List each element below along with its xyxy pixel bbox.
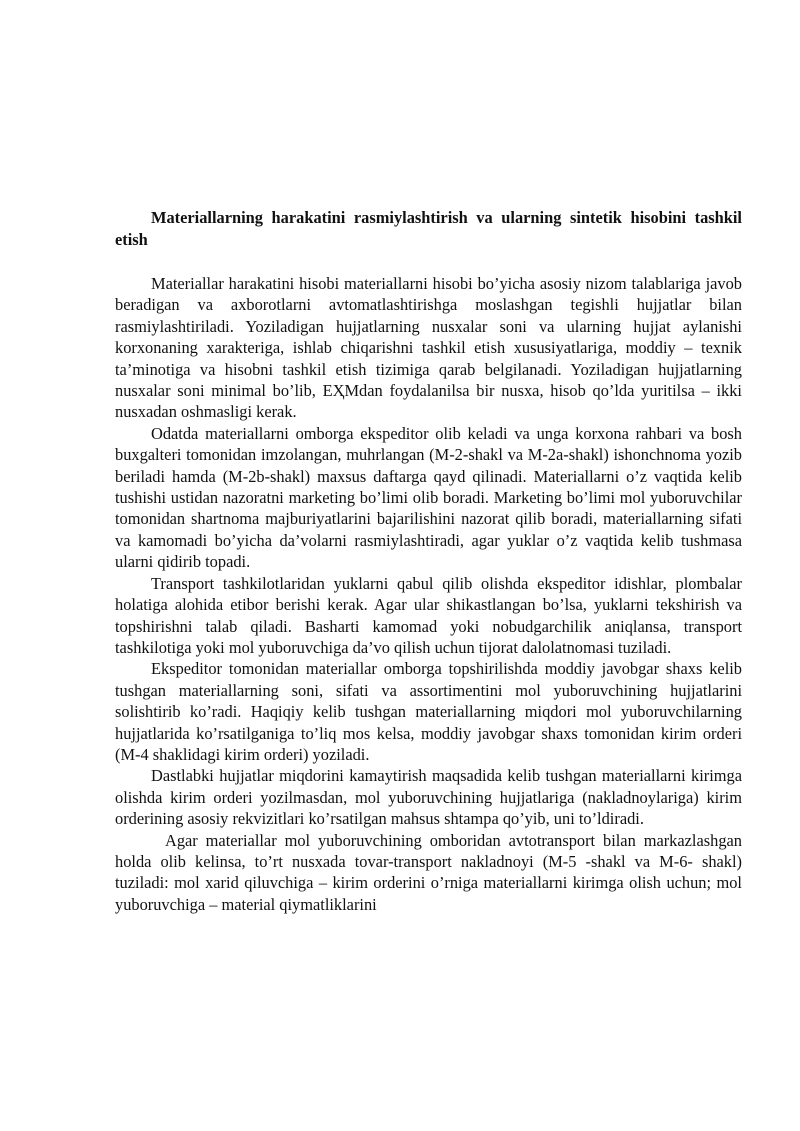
paragraph-3: Transport tashkilotlaridan yuklarni qabul qilib olishda ekspeditor idishlar, plombalar holatiga alohida etibor berishi kerak. Agar ular shikastlangan bo’lsa, yuklarni tekshirish va topshirishni talab qiladi. Basharti kamomad yoki nobudgarchilik aniqlansa, transport tashkilotiga yoki mol yuboruvchiga da’vo qilish uchun tijorat dalolatnomasi tuziladi. xyxy=(115,573,742,657)
document-heading: Materiallarning harakatini rasmiylashtirish va ularning sintetik hisobini tashkil etish xyxy=(115,208,742,249)
paragraph-4: Ekspeditor tomonidan materiallar omborga topshirilishda moddiy javobgar shaxs kelib tushgan materiallarning soni, sifati va assortimentini mol yuboruvchining hujjatlarini solishtirib ko’radi. Haqiqiy kelib tushgan materiallarning miqdori mol yuboruvchilarning hujjatlarida ko’rsatilganiga to’liq mos kelsa, moddiy javobgar shaxs tomonidan kirim orderi (M-4 shaklidagi kirim orderi) yoziladi. xyxy=(115,659,742,764)
paragraph-6: Agar materiallar mol yuboruvchining omboridan avtotransport bilan markazlashgan holda olib kelinsa, to’rt nusxada tovar-transport nakladnoyi (M-5 -shakl va M-6- shakl) tuziladi: mol xarid qiluvchiga – kirim orderini o’rniga materiallarni kirimga olish uchun; mol yuboruvchiga – material qiymatliklarini xyxy=(115,830,742,914)
paragraph-1: Materiallar harakatini hisobi materiallarni hisobi bo’yicha asosiy nizom talablariga javob beradigan va axborotlarni avtomatlashtirishga moslashgan tegishli hujjatlar bilan rasmiylashtiriladi. Yoziladigan hujjatlarning nusxalar soni va ularning hujjat aylanishi korxonaning xarakteriga, ishlab chiqarishni tashkil etish xususiyatlariga, moddiy – texnik ta’minotiga va hisobni tashkil etish tizimiga qarab belgilanadi. Yoziladigan hujjatlarning nusxalar soni minimal bo’lib, EҲMdan foydalanilsa bir nusxa, hisob qo’lda yuritilsa – ikki nusxadan oshmasligi kerak. xyxy=(115,274,742,422)
paragraph-5: Dastlabki hujjatlar miqdorini kamaytirish maqsadida kelib tushgan materiallarni kirimga olishda kirim orderi yozilmasdan, mol yuboruvchining hujjatlariga (nakladnoylariga) kirim orderining asosiy rekvizitlari ko’rsatilgan mahsus shtampa qo’yib, uni to’ldiradi. xyxy=(115,766,742,829)
document-page xyxy=(115,207,742,915)
paragraph-2: Odatda materiallarni omborga ekspeditor olib keladi va unga korxona rahbari va bosh buxgalteri tomonidan imzolangan, muhrlangan (M-2-shakl va M-2a-shakl) ishonchnoma yozib beriladi hamda (M-2b-shakl) maxsus daftarga qayd qilinadi. Materiallarni o’z vaqtida kelib tushishi ustidan nazoratni marketing bo’limi olib boradi. Marketing bo’limi mol yuboruvchilar tomonidan shartnoma majburiyatlarini bajarilishini nazorat qilib boradi, materiallarning sifati va kamomadi bo’yicha da’volarni rasmiylashtiradi, agar yuklar o’z vaqtida kelib tushmasa ularni qidirib topadi. xyxy=(115,423,742,572)
